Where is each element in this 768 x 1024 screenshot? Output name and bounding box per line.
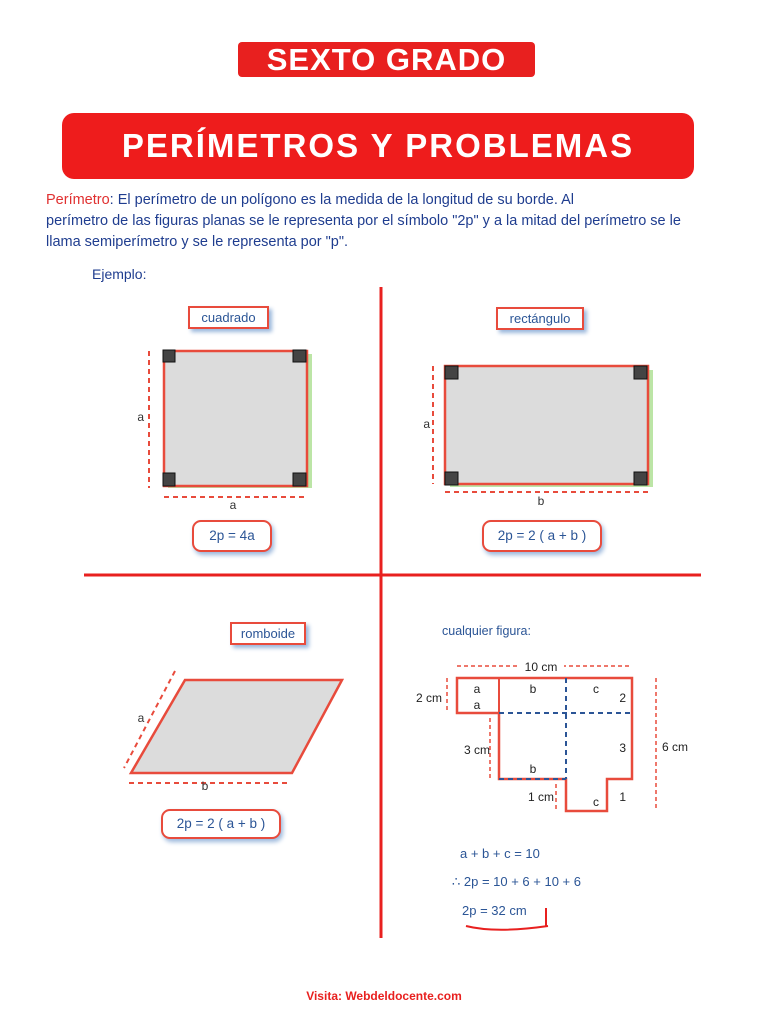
rhomboid-shape bbox=[131, 680, 342, 773]
grade-badge: SEXTO GRADO bbox=[238, 42, 535, 77]
dim-top-text: 10 cm bbox=[524, 660, 558, 674]
square-corner bbox=[163, 350, 175, 362]
intro-line-2: perímetro de las figuras planas se le representa por el símbolo "2p" y a la mitad del perímetro se le bbox=[46, 213, 681, 229]
cell-1: 1 bbox=[619, 790, 626, 804]
rectangle-figure bbox=[420, 355, 670, 515]
rectangle-corner bbox=[445, 366, 458, 379]
cell-c2: c bbox=[593, 795, 599, 809]
equation-1: a + b + c = 10 bbox=[460, 846, 540, 861]
result-underline bbox=[460, 904, 560, 934]
rectangle-corner bbox=[634, 472, 647, 485]
square-bottom-a: a bbox=[229, 498, 237, 510]
page-title: PERÍMETROS Y PROBLEMAS bbox=[62, 113, 694, 179]
rectangle-shape bbox=[445, 366, 648, 484]
equation-3: 2p = 32 cm bbox=[462, 903, 527, 918]
term-perimetro: Perímetro bbox=[46, 192, 110, 208]
rhomboid-label: romboide bbox=[230, 622, 306, 645]
cell-b1: b bbox=[529, 682, 537, 696]
intro-line-1: : El perímetro de un polígono es la medida de la longitud de su borde. Al bbox=[109, 192, 574, 208]
cell-2: 2 bbox=[619, 691, 626, 705]
any-figure-diagram bbox=[400, 650, 700, 820]
any-figure-label: cualquier figura: bbox=[442, 624, 531, 638]
equation-2: ∴ 2p = 10 + 6 + 10 + 6 bbox=[452, 874, 581, 889]
square-corner bbox=[163, 473, 175, 486]
rhomboid-side-a: a bbox=[137, 711, 145, 725]
cell-a2: a bbox=[473, 698, 481, 712]
square-label: cuadrado bbox=[188, 306, 269, 329]
square-shape bbox=[164, 351, 307, 486]
intro-line-3: llama semiperímetro y se le representa por "p". bbox=[46, 234, 349, 250]
rectangle-side-a: a bbox=[423, 417, 430, 431]
cell-3: 3 bbox=[619, 741, 626, 755]
dim-left-text: 2 cm bbox=[415, 691, 442, 705]
cell-c1: c bbox=[593, 682, 599, 696]
square-corner bbox=[293, 473, 306, 486]
cell-a1: a bbox=[473, 682, 481, 696]
dim-mid-text: 3 cm bbox=[463, 743, 490, 757]
rectangle-formula: 2p = 2 ( a + b ) bbox=[482, 520, 602, 552]
rhomboid-formula: 2p = 2 ( a + b ) bbox=[161, 809, 281, 839]
rhomboid-bottom-b: b bbox=[201, 779, 209, 793]
rhomboid-figure bbox=[95, 660, 355, 800]
rectangle-corner bbox=[634, 366, 647, 379]
square-corner bbox=[293, 350, 306, 362]
footer-link[interactable]: Visita: Webdeldocente.com bbox=[306, 989, 462, 1003]
dim-bottom-text: 1 cm bbox=[527, 790, 554, 804]
rectangle-bottom-b: b bbox=[537, 494, 545, 508]
square-figure bbox=[130, 340, 330, 510]
rectangle-corner bbox=[445, 472, 458, 485]
rectangle-label: rectángulo bbox=[496, 307, 584, 330]
square-formula: 2p = 4a bbox=[192, 520, 272, 552]
cell-b2: b bbox=[529, 762, 537, 776]
example-label: Ejemplo: bbox=[92, 266, 147, 282]
dim-right-text: 6 cm bbox=[662, 740, 689, 754]
square-side-a: a bbox=[137, 410, 144, 424]
